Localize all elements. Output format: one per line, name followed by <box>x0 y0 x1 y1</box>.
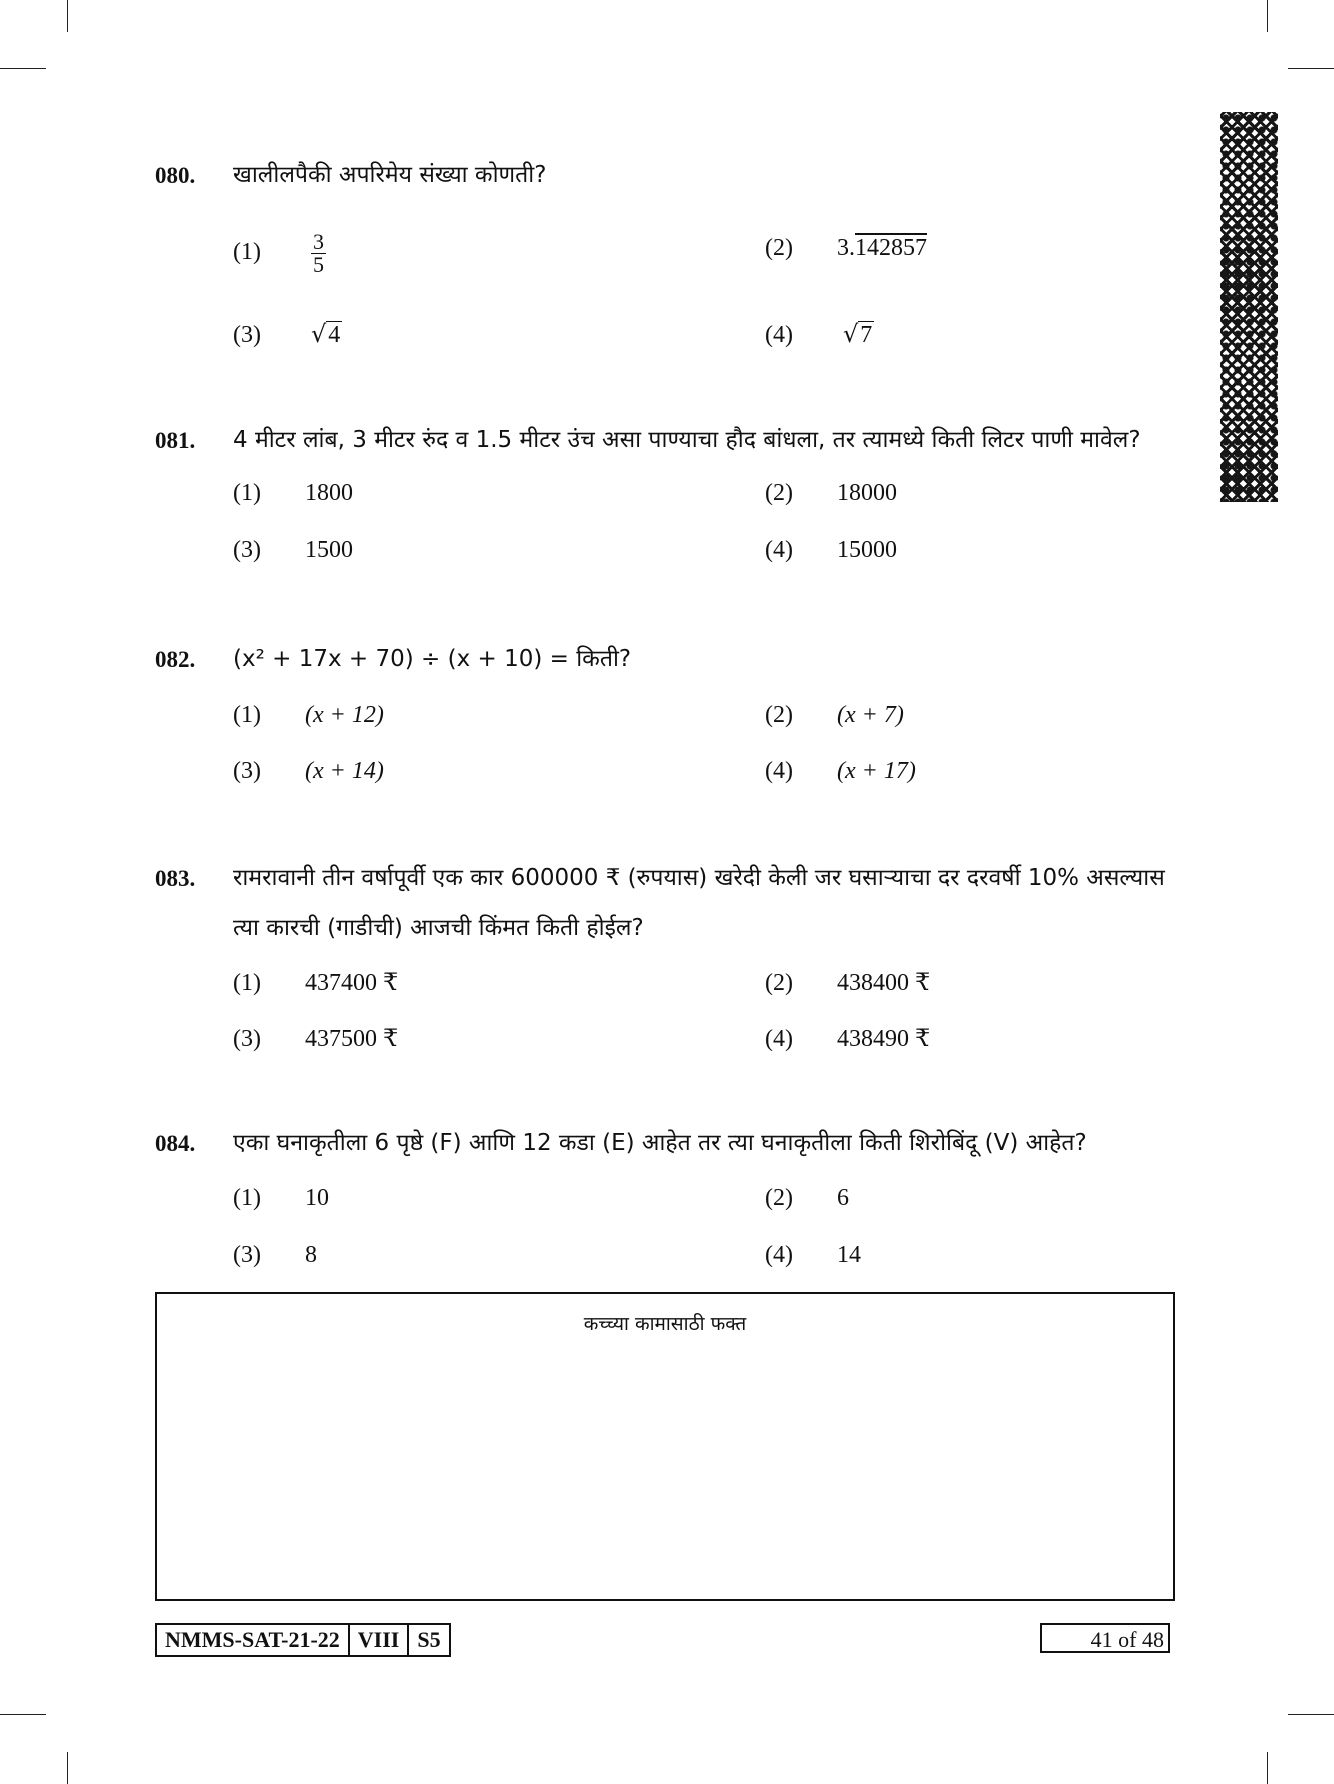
class-label: VIII <box>350 1625 410 1655</box>
question-number: 081. <box>155 428 196 453</box>
option-3[interactable]: (3) 437500 ₹ <box>233 1026 399 1052</box>
rough-work-title: कच्च्या कामासाठी फक्त <box>583 1313 747 1335</box>
page-number: 41 of 48 <box>1040 1623 1170 1653</box>
option-1[interactable]: (1) 10 <box>233 1185 329 1211</box>
square-root: √7 <box>843 320 873 348</box>
option-4[interactable]: (4) √7 <box>765 320 873 348</box>
question-text: खालीलपैकी अपरिमेय संख्या कोणती? <box>233 162 547 188</box>
option-3[interactable]: (3) 1500 <box>233 537 353 563</box>
question-text: (x² + 17x + 70) ÷ (x + 10) = किती? <box>233 646 632 672</box>
crop-mark <box>67 0 68 32</box>
question-text: एका घनाकृतीला 6 पृष्ठे (F) आणि 12 कडा (E) आहेत तर त्या घनाकृतीला किती शिरोबिंदू (V) आहेत? <box>233 1130 1087 1156</box>
question-text: रामरावानी तीन वर्षापूर्वी एक कार 600000 ₹ (रुपयास) खरेदी केली जर घसाऱ्याचा दर दरवर्षी 10% असल्यास त्या कारची (गाडीची) आजची किंमत किती होईल? <box>233 865 1165 941</box>
repeating-decimal: 142857 <box>855 235 927 261</box>
option-2[interactable]: (2) 3.142857 <box>765 235 927 261</box>
crop-mark <box>0 1714 46 1715</box>
crop-mark <box>1288 1714 1334 1715</box>
option-1[interactable]: (1) (x + 12) <box>233 702 384 728</box>
option-4[interactable]: (4) (x + 17) <box>765 758 916 784</box>
square-root: √4 <box>311 320 341 348</box>
option-1[interactable]: (1) 437400 ₹ <box>233 970 399 996</box>
set-label: S5 <box>417 1627 441 1652</box>
option-1[interactable]: (1) 1800 <box>233 480 353 506</box>
option-1[interactable]: (1) $\frac{3}{5}$ <box>233 229 324 277</box>
option-2[interactable]: (2) 6 <box>765 1185 849 1211</box>
crop-mark <box>1288 68 1334 69</box>
option-4[interactable]: (4) 15000 <box>765 537 897 563</box>
question-number: 082. <box>155 647 196 672</box>
option-2[interactable]: (2) (x + 7) <box>765 702 904 728</box>
crop-mark <box>67 1752 68 1784</box>
option-2[interactable]: (2) 18000 <box>765 480 897 506</box>
rough-work-box <box>155 1292 1175 1601</box>
question-number: 083. <box>155 866 196 891</box>
crop-mark <box>1267 1752 1268 1784</box>
option-4[interactable]: (4) 438490 ₹ <box>765 1026 931 1052</box>
question-text: 4 मीटर लांब, 3 मीटर रुंद व 1.5 मीटर उंच असा पाण्याचा हौद बांधला, तर त्यामध्ये किती लिटर पाणी मावेल? <box>233 427 1141 453</box>
question-number: 080. <box>155 163 196 188</box>
crop-mark <box>1267 0 1268 32</box>
option-3[interactable]: (3) (x + 14) <box>233 758 384 784</box>
question-number: 084. <box>155 1131 196 1156</box>
option-2[interactable]: (2) 438400 ₹ <box>765 970 931 996</box>
option-3[interactable]: (3) 8 <box>233 1242 317 1268</box>
option-4[interactable]: (4) 14 <box>765 1242 861 1268</box>
paper-code-box <box>155 1623 451 1657</box>
paper-code: NMMS-SAT-21-22 <box>157 1625 350 1655</box>
option-3[interactable]: (3) √4 <box>233 320 341 348</box>
decorative-pattern-strip <box>1220 112 1278 502</box>
fraction: $\frac{3}{5}$ <box>313 229 324 277</box>
crop-mark <box>0 68 46 69</box>
